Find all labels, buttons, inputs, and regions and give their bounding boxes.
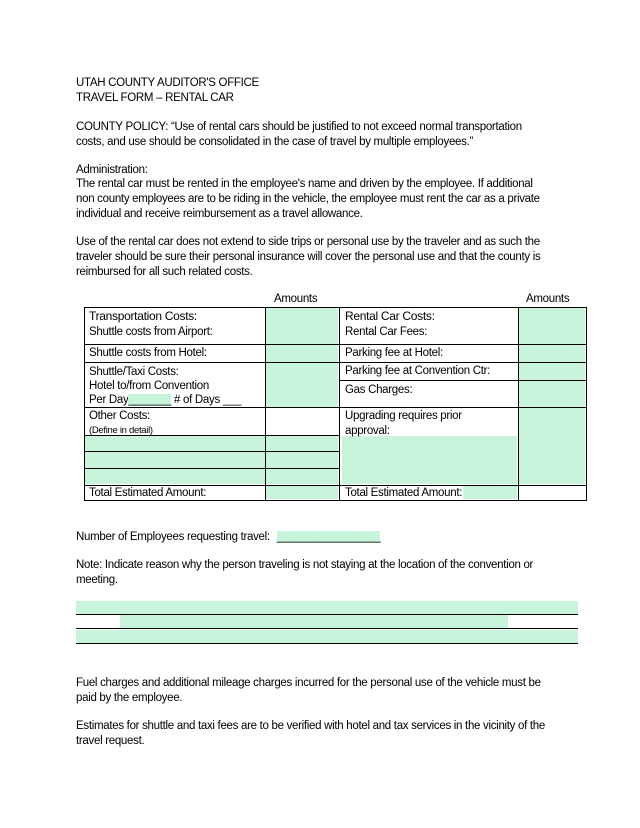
administration-heading: Administration: [76, 164, 148, 176]
estimates-line-1: Estimates for shuttle and taxi fees are to be verified with hotel and tax services in the vicinity of the [76, 720, 546, 732]
parking-convention-label: Parking fee at Convention Ctr: [345, 365, 491, 377]
form-title: TRAVEL FORM – RENTAL CAR [76, 92, 234, 104]
use-note-line-3: reimbursed for all such related costs. [76, 266, 253, 278]
other-costs-heading: Other Costs: [89, 410, 150, 422]
per-day-row [89, 393, 241, 408]
upgrade-label-line-2: approval: [345, 425, 390, 437]
per-day-label: Per Day [89, 394, 129, 406]
shuttle-hotel-label: Shuttle costs from Hotel: [89, 347, 207, 359]
employees-label: Number of Employees requesting travel: [76, 531, 270, 543]
administration-line-2: non county employees are to be riding in the vehicle, the employee must rent the car as a private [76, 193, 540, 205]
parking-hotel-label: Parking fee at Hotel: [345, 347, 443, 359]
estimates-line-2: travel request. [76, 735, 145, 747]
employees-input[interactable]: _________________ [276, 531, 381, 543]
policy-line-1: COUNTY POLICY: “Use of rental cars should be justified to not exceed normal transportation [76, 121, 522, 133]
use-note-line-1: Use of the rental car does not extend to side trips or personal use by the traveler and as such the [76, 236, 540, 248]
reason-input-line-1[interactable] [76, 601, 578, 615]
left-total-label: Total Estimated Amount: [89, 487, 207, 499]
amounts-header-left: Amounts [274, 293, 318, 305]
rental-car-costs-heading: Rental Car Costs: [345, 309, 435, 323]
administration-line-1: The rental car must be rented in the employee's name and driven by the employee. If additional [76, 178, 533, 190]
policy-line-2: costs, and use should be consolidated in the case of travel by multiple employees.” [76, 136, 474, 148]
administration-line-3: individual and receive reimbursement as a travel allowance. [76, 208, 363, 220]
transportation-costs-heading: Transportation Costs: [89, 309, 197, 323]
fuel-line-1: Fuel charges and additional mileage charges incurred for the personal use of the vehicle must be [76, 677, 541, 689]
reason-line-2: meeting. [76, 574, 118, 586]
office-name: UTAH COUNTY AUDITOR'S OFFICE [76, 77, 259, 89]
shuttle-taxi-heading: Shuttle/Taxi Costs: [89, 366, 179, 378]
amounts-header-right: Amounts [526, 293, 570, 305]
reason-input-line-3[interactable] [76, 630, 578, 644]
reason-input-line-2[interactable] [76, 615, 578, 629]
use-note-line-2: traveler should be sure their personal insurance will cover the personal use and that the county is [76, 251, 541, 263]
per-day-input[interactable]: _______ [128, 394, 172, 406]
fuel-line-2: paid by the employee. [76, 692, 183, 704]
days-label: # of Days [174, 394, 220, 406]
gas-charges-label: Gas Charges: [345, 384, 413, 396]
upgrade-label-line-1: Upgrading requires prior [345, 410, 462, 422]
reason-line-1: Note: Indicate reason why the person traveling is not staying at the location of the convention or [76, 559, 534, 571]
rental-car-fees-label: Rental Car Fees: [345, 326, 428, 338]
days-input[interactable]: ___ [222, 394, 242, 406]
define-in-detail-label: (Define in detail) [89, 425, 153, 436]
shuttle-airport-label: Shuttle costs from Airport: [89, 326, 213, 338]
right-total-label: Total Estimated Amount: [345, 487, 463, 499]
taxi-convention-label: Hotel to/from Convention [89, 380, 210, 392]
employees-row [76, 530, 380, 545]
